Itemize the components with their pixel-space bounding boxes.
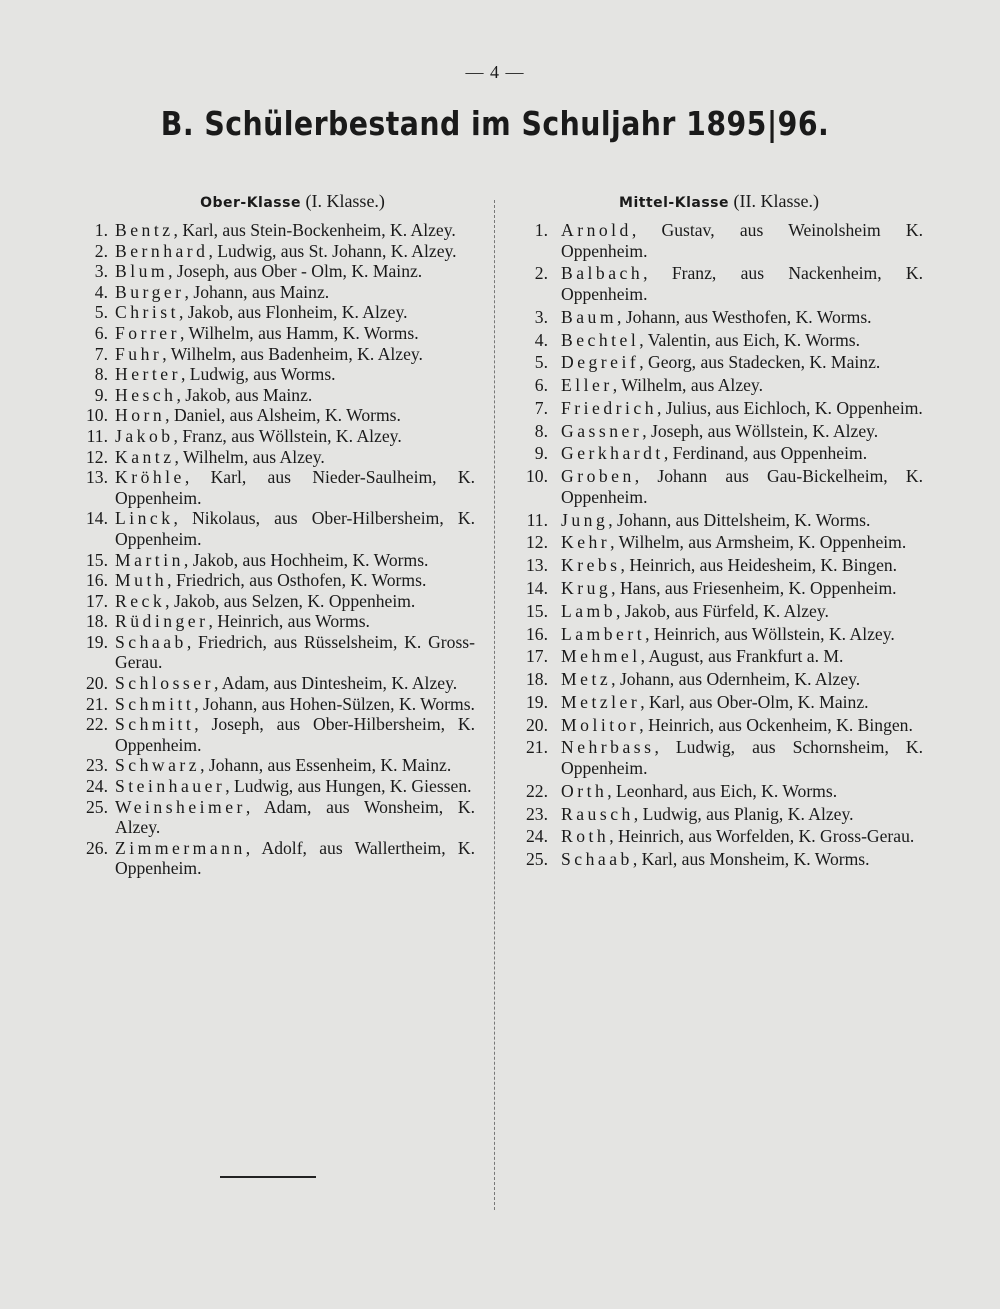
entry-text: Schaab, Karl, aus Monsheim, K. Worms. bbox=[561, 849, 870, 870]
student-entry bbox=[505, 781, 923, 802]
student-details: Ludwig, aus St. Johann, K. Alzey. bbox=[217, 240, 457, 261]
student-entry bbox=[70, 632, 475, 673]
student-details: Johann, aus Hohen-Sülzen, K. Worms. bbox=[203, 693, 475, 714]
student-surname: Muth bbox=[115, 570, 168, 591]
entry-text: Degreif, Georg, aus Stadecken, K. Mainz. bbox=[561, 352, 881, 373]
student-surname: Burger bbox=[115, 281, 185, 302]
student-surname: Zimmermann bbox=[115, 837, 246, 858]
entry-number: 24. bbox=[526, 826, 548, 847]
student-details: Friedrich, aus Rüsselsheim, K. Gross-Gerau. bbox=[115, 631, 475, 673]
entry-number: 9. bbox=[534, 443, 548, 464]
student-surname: Schaab bbox=[115, 631, 187, 652]
student-details: Wilhelm, aus Alzey. bbox=[621, 375, 763, 396]
student-surname: Nehrbass bbox=[561, 737, 655, 758]
entry-number: 12. bbox=[526, 532, 548, 553]
student-entry bbox=[70, 838, 475, 879]
ober-klasse-column bbox=[70, 188, 475, 879]
entry-number: 6. bbox=[94, 322, 108, 343]
entry-text: Eller, Wilhelm, aus Alzey. bbox=[561, 375, 763, 396]
entry-number: 20. bbox=[526, 714, 548, 735]
entry-number: 9. bbox=[94, 384, 108, 405]
student-details: Jakob, aus Hochheim, K. Worms. bbox=[192, 549, 429, 570]
student-details: Ludwig, aus Schornsheim, K. Oppenheim. bbox=[561, 737, 923, 778]
student-entry bbox=[70, 550, 475, 571]
entry-text: Jung, Johann, aus Dittelsheim, K. Worms. bbox=[561, 509, 871, 530]
entry-number: 5. bbox=[94, 302, 108, 323]
student-entry bbox=[70, 344, 475, 365]
entry-text: Kröhle, Karl, aus Nieder-Saulheim, K. Oppenheim. bbox=[115, 467, 475, 508]
student-details: Daniel, aus Alsheim, K. Worms. bbox=[173, 405, 401, 426]
student-entry bbox=[505, 601, 923, 622]
entry-number: 22. bbox=[526, 780, 548, 801]
student-surname: Forrer bbox=[115, 322, 180, 343]
student-entry bbox=[505, 532, 923, 553]
entry-text: Schmitt, Joseph, aus Ober-Hilbersheim, K. Oppenheim. bbox=[115, 714, 476, 755]
student-entry bbox=[505, 307, 923, 328]
student-entry bbox=[505, 737, 923, 778]
entry-number: 25. bbox=[86, 796, 108, 817]
entry-text: Kantz, Wilhelm, aus Alzey. bbox=[115, 446, 325, 467]
student-entry bbox=[70, 467, 475, 508]
entry-text: Lamb, Jakob, aus Fürfeld, K. Alzey. bbox=[561, 600, 829, 621]
entry-text: Orth, Leonhard, aus Eich, K. Worms. bbox=[561, 780, 838, 801]
entry-text: Rausch, Ludwig, aus Planig, K. Alzey. bbox=[561, 803, 854, 824]
student-surname: Metzler bbox=[561, 691, 641, 712]
entry-number: 5. bbox=[534, 352, 548, 373]
student-entry bbox=[505, 646, 923, 667]
student-surname: Roth bbox=[561, 826, 610, 847]
student-entry bbox=[70, 755, 475, 776]
entry-text: Bechtel, Valentin, aus Eich, K. Worms. bbox=[561, 329, 861, 350]
student-surname: Krug bbox=[561, 577, 612, 598]
entry-text: Linck, Nikolaus, aus Ober-Hilbersheim, K. Oppenheim. bbox=[115, 508, 475, 549]
student-surname: Metz bbox=[561, 669, 612, 690]
entry-number: 26. bbox=[86, 837, 108, 858]
student-details: Johann aus Gau-Bickelheim, K. Oppenheim. bbox=[561, 466, 923, 507]
entry-number: 1. bbox=[94, 220, 108, 240]
student-surname: Bentz bbox=[115, 220, 174, 240]
entry-text: Reck, Jakob, aus Selzen, K. Oppenheim. bbox=[115, 590, 416, 611]
student-details: Johann, aus Essenheim, K. Mainz. bbox=[208, 755, 452, 776]
page-number: — 4 — bbox=[465, 62, 525, 82]
student-entry bbox=[505, 263, 923, 304]
student-surname: Kehr bbox=[561, 532, 611, 553]
entry-number: 17. bbox=[86, 590, 108, 611]
class-subtitle: (II. Klasse.) bbox=[733, 191, 819, 211]
student-surname: Schaab bbox=[561, 849, 633, 870]
student-surname: Gassner bbox=[561, 420, 643, 441]
student-entry bbox=[70, 405, 475, 426]
entry-text: Jakob, Franz, aus Wöllstein, K. Alzey. bbox=[115, 425, 402, 446]
entry-text: Weinsheimer, Adam, aus Wonsheim, K. Alzey. bbox=[115, 796, 476, 838]
student-entry bbox=[505, 849, 923, 870]
student-details: Wilhelm, aus Badenheim, K. Alzey. bbox=[170, 343, 423, 364]
entry-text: Krebs, Heinrich, aus Heidesheim, K. Bingen. bbox=[561, 555, 898, 576]
student-details: Heinrich, aus Ockenheim, K. Bingen. bbox=[648, 714, 913, 735]
entry-number: 18. bbox=[526, 669, 548, 690]
student-list bbox=[70, 220, 475, 879]
column-header bbox=[70, 188, 475, 220]
student-entry bbox=[70, 302, 475, 323]
student-details: Franz, aus Wöllstein, K. Alzey. bbox=[182, 425, 402, 446]
student-entry bbox=[70, 261, 475, 282]
student-entry bbox=[505, 421, 923, 442]
student-entry bbox=[70, 323, 475, 344]
student-entry bbox=[70, 797, 475, 838]
student-details: Heinrich, aus Wöllstein, K. Alzey. bbox=[653, 623, 895, 644]
student-entry bbox=[505, 510, 923, 531]
student-details: Jakob, aus Selzen, K. Oppenheim. bbox=[173, 590, 416, 611]
student-entry bbox=[505, 692, 923, 713]
student-details: Jakob, aus Flonheim, K. Alzey. bbox=[187, 302, 408, 323]
student-surname: Bernhard bbox=[115, 240, 209, 261]
student-entry bbox=[505, 804, 923, 825]
entry-text: Molitor, Heinrich, aus Ockenheim, K. Bingen. bbox=[561, 714, 913, 735]
entry-number: 25. bbox=[526, 849, 548, 870]
student-surname: Jung bbox=[561, 509, 609, 530]
student-surname: Eller bbox=[561, 375, 613, 396]
entry-text: Mehmel, August, aus Frankfurt a. M. bbox=[561, 646, 844, 667]
entry-text: Herter, Ludwig, aus Worms. bbox=[115, 364, 336, 385]
student-details: Adam, aus Wonsheim, K. Alzey. bbox=[115, 796, 476, 838]
student-surname: Mehmel bbox=[561, 646, 641, 667]
student-entry bbox=[70, 426, 475, 447]
student-entry bbox=[505, 624, 923, 645]
entry-number: 14. bbox=[526, 577, 548, 598]
student-details: Joseph, aus Ober-Hilbersheim, K. Oppenheim. bbox=[115, 714, 476, 755]
student-surname: Schwarz bbox=[115, 755, 201, 776]
student-details: Ludwig, aus Hungen, K. Giessen. bbox=[234, 776, 472, 797]
student-surname: Schmitt bbox=[115, 693, 195, 714]
entry-text: Lambert, Heinrich, aus Wöllstein, K. Alzey. bbox=[561, 623, 895, 644]
entry-text: Krug, Hans, aus Friesenheim, K. Oppenheim. bbox=[561, 577, 897, 598]
entry-number: 15. bbox=[526, 600, 548, 621]
student-details: Karl, aus Monsheim, K. Worms. bbox=[641, 849, 870, 870]
entry-text: Friedrich, Julius, aus Eichloch, K. Oppenheim. bbox=[561, 397, 923, 418]
student-details: Johann, aus Westhofen, K. Worms. bbox=[625, 306, 872, 327]
entry-text: Hesch, Jakob, aus Mainz. bbox=[115, 384, 313, 405]
student-details: Friedrich, aus Osthofen, K. Worms. bbox=[175, 570, 427, 591]
student-entry bbox=[505, 398, 923, 419]
class-name: Ober-Klasse bbox=[200, 195, 301, 211]
student-entry bbox=[70, 591, 475, 612]
student-entry bbox=[70, 241, 475, 262]
student-surname: Balbach bbox=[561, 263, 644, 284]
entry-text: Martin, Jakob, aus Hochheim, K. Worms. bbox=[115, 549, 429, 570]
entry-number: 1. bbox=[534, 220, 548, 240]
entry-number: 24. bbox=[86, 776, 108, 797]
column-header bbox=[505, 188, 923, 220]
entry-number: 15. bbox=[86, 549, 108, 570]
entry-number: 7. bbox=[534, 397, 548, 418]
entry-text: Blum, Joseph, aus Ober - Olm, K. Mainz. bbox=[115, 261, 423, 282]
student-surname: Molitor bbox=[561, 714, 640, 735]
student-entry bbox=[505, 578, 923, 599]
student-entry bbox=[70, 776, 475, 797]
entry-number: 13. bbox=[526, 555, 548, 576]
student-surname: Blum bbox=[115, 261, 169, 282]
student-details: Joseph, aus Ober - Olm, K. Mainz. bbox=[176, 261, 423, 282]
student-entry bbox=[70, 611, 475, 632]
student-surname: Schmitt bbox=[115, 714, 195, 735]
entry-text: Baum, Johann, aus Westhofen, K. Worms. bbox=[561, 306, 872, 327]
student-surname: Friedrich bbox=[561, 397, 657, 418]
entry-text: Fuhr, Wilhelm, aus Badenheim, K. Alzey. bbox=[115, 343, 423, 364]
entry-text: Schlosser, Adam, aus Dintesheim, K. Alzey. bbox=[115, 673, 458, 694]
student-entry bbox=[505, 375, 923, 396]
student-surname: Lambert bbox=[561, 623, 646, 644]
student-details: Karl, aus Nieder-Saulheim, K. Oppenheim. bbox=[115, 467, 475, 508]
entry-number: 7. bbox=[94, 343, 108, 364]
entry-number: 10. bbox=[86, 405, 108, 426]
student-details: Ludwig, aus Planig, K. Alzey. bbox=[642, 803, 854, 824]
entry-text: Metzler, Karl, aus Ober-Olm, K. Mainz. bbox=[561, 691, 869, 712]
student-details: Gustav, aus Weinolsheim K. Oppenheim. bbox=[561, 220, 924, 261]
entry-text: Schmitt, Johann, aus Hohen-Sülzen, K. Worms. bbox=[115, 693, 475, 714]
student-surname: Rüdinger bbox=[115, 611, 209, 632]
student-entry bbox=[505, 466, 923, 507]
student-details: Karl, aus Ober-Olm, K. Mainz. bbox=[649, 691, 869, 712]
student-entry bbox=[505, 555, 923, 576]
student-entry bbox=[70, 447, 475, 468]
student-entry bbox=[70, 385, 475, 406]
entry-number: 2. bbox=[94, 240, 108, 261]
student-entry bbox=[505, 826, 923, 847]
entry-text: Roth, Heinrich, aus Worfelden, K. Gross-Gerau. bbox=[561, 826, 915, 847]
student-entry bbox=[505, 330, 923, 351]
entry-number: 22. bbox=[86, 714, 108, 735]
entry-number: 19. bbox=[526, 691, 548, 712]
entry-number: 8. bbox=[534, 420, 548, 441]
entry-number: 12. bbox=[86, 446, 108, 467]
entry-number: 16. bbox=[526, 623, 548, 644]
entry-text: Muth, Friedrich, aus Osthofen, K. Worms. bbox=[115, 570, 427, 591]
student-details: August, aus Frankfurt a. M. bbox=[648, 646, 844, 667]
student-entry bbox=[70, 714, 475, 755]
student-surname: Hesch bbox=[115, 384, 177, 405]
student-surname: Jakob bbox=[115, 425, 174, 446]
student-surname: Horn bbox=[115, 405, 166, 426]
entry-number: 3. bbox=[534, 306, 548, 327]
student-details: Nikolaus, aus Ober-Hilbersheim, K. Oppenheim. bbox=[115, 508, 475, 549]
student-details: Heinrich, aus Heidesheim, K. Bingen. bbox=[629, 555, 898, 576]
student-surname: Martin bbox=[115, 549, 184, 570]
student-entry bbox=[70, 508, 475, 549]
entry-text: Zimmermann, Adolf, aus Wallertheim, K. Oppenheim. bbox=[115, 837, 476, 879]
student-entry bbox=[70, 570, 475, 591]
entry-text: Forrer, Wilhelm, aus Hamm, K. Worms. bbox=[115, 322, 419, 343]
entry-text: Gerkhardt, Ferdinand, aus Oppenheim. bbox=[561, 443, 868, 464]
student-surname: Herter bbox=[115, 364, 181, 385]
entry-number: 18. bbox=[86, 611, 108, 632]
student-details: Valentin, aus Eich, K. Worms. bbox=[647, 329, 861, 350]
student-entry bbox=[505, 352, 923, 373]
entry-number: 2. bbox=[534, 263, 548, 284]
student-details: Jakob, aus Fürfeld, K. Alzey. bbox=[624, 600, 829, 621]
entry-text: Arnold, Gustav, aus Weinolsheim K. Oppenheim. bbox=[561, 220, 924, 261]
entry-text: Schaab, Friedrich, aus Rüsselsheim, K. Gross-Gerau. bbox=[115, 631, 475, 673]
student-entry bbox=[505, 443, 923, 464]
entry-text: Rüdinger, Heinrich, aus Worms. bbox=[115, 611, 370, 632]
entry-number: 21. bbox=[526, 737, 548, 758]
student-details: Heinrich, aus Worfelden, K. Gross-Gerau. bbox=[618, 826, 915, 847]
student-surname: Linck bbox=[115, 508, 174, 529]
student-details: Karl, aus Stein-Bockenheim, K. Alzey. bbox=[182, 220, 456, 240]
student-surname: Gerkhardt bbox=[561, 443, 664, 464]
student-surname: Degreif bbox=[561, 352, 640, 373]
entry-number: 14. bbox=[86, 508, 108, 529]
entry-text: Horn, Daniel, aus Alsheim, K. Worms. bbox=[115, 405, 401, 426]
student-details: Leonhard, aus Eich, K. Worms. bbox=[616, 780, 838, 801]
student-entry bbox=[70, 282, 475, 303]
entry-number: 13. bbox=[86, 467, 108, 488]
student-surname: Rausch bbox=[561, 803, 634, 824]
mittel-klasse-column bbox=[505, 188, 923, 872]
entry-number: 8. bbox=[94, 364, 108, 385]
entry-text: Burger, Johann, aus Mainz. bbox=[115, 281, 330, 302]
student-details: Franz, aus Nackenheim, K. Oppenheim. bbox=[561, 263, 924, 304]
student-surname: Schlosser bbox=[115, 673, 214, 694]
student-details: Wilhelm, aus Alzey. bbox=[183, 446, 325, 467]
student-entry bbox=[505, 715, 923, 736]
student-entry bbox=[505, 669, 923, 690]
student-surname: Groben bbox=[561, 466, 635, 487]
entry-number: 23. bbox=[86, 755, 108, 776]
student-surname: Bechtel bbox=[561, 329, 640, 350]
student-details: Wilhelm, aus Armsheim, K. Oppenheim. bbox=[618, 532, 907, 553]
entry-text: Kehr, Wilhelm, aus Armsheim, K. Oppenheim. bbox=[561, 532, 907, 553]
entry-number: 6. bbox=[534, 375, 548, 396]
student-details: Ferdinand, aus Oppenheim. bbox=[672, 443, 868, 464]
student-surname: Christ bbox=[115, 302, 180, 323]
entry-number: 4. bbox=[534, 329, 548, 350]
student-surname: Kantz bbox=[115, 446, 175, 467]
entry-text: Bentz, Karl, aus Stein-Bockenheim, K. Alzey. bbox=[115, 220, 456, 240]
entry-number: 4. bbox=[94, 281, 108, 302]
student-details: Johann, aus Mainz. bbox=[193, 281, 330, 302]
entry-number: 11. bbox=[526, 509, 548, 530]
student-list bbox=[505, 220, 923, 870]
entry-number: 11. bbox=[86, 425, 108, 446]
entry-text: Gassner, Joseph, aus Wöllstein, K. Alzey. bbox=[561, 420, 879, 441]
student-surname: Kröhle bbox=[115, 467, 185, 488]
student-details: Heinrich, aus Worms. bbox=[217, 611, 370, 632]
student-details: Wilhelm, aus Hamm, K. Worms. bbox=[188, 322, 419, 343]
student-surname: Weinsheimer bbox=[115, 796, 246, 817]
page-title: B. Schülerbestand im Schuljahr 1895|96. bbox=[160, 104, 830, 143]
student-details: Hans, aus Friesenheim, K. Oppenheim. bbox=[619, 577, 897, 598]
student-entry bbox=[70, 364, 475, 385]
entry-number: 17. bbox=[526, 646, 548, 667]
student-details: Georg, aus Stadecken, K. Mainz. bbox=[648, 352, 881, 373]
student-surname: Lamb bbox=[561, 600, 617, 621]
entry-number: 3. bbox=[94, 261, 108, 282]
entry-text: Groben, Johann aus Gau-Bickelheim, K. Oppenheim. bbox=[561, 466, 923, 507]
student-surname: Fuhr bbox=[115, 343, 163, 364]
student-entry bbox=[70, 220, 475, 241]
student-entry bbox=[70, 673, 475, 694]
column-divider bbox=[494, 200, 495, 1210]
entry-text: Christ, Jakob, aus Flonheim, K. Alzey. bbox=[115, 302, 408, 323]
student-surname: Arnold bbox=[561, 220, 632, 240]
student-details: Jakob, aus Mainz. bbox=[185, 384, 313, 405]
student-surname: Steinhauer bbox=[115, 776, 226, 797]
student-entry bbox=[505, 220, 923, 261]
entry-number: 21. bbox=[86, 693, 108, 714]
student-details: Adam, aus Dintesheim, K. Alzey. bbox=[221, 673, 458, 694]
entry-text: Nehrbass, Ludwig, aus Schornsheim, K. Oppenheim. bbox=[561, 737, 923, 778]
student-details: Johann, aus Odernheim, K. Alzey. bbox=[619, 669, 861, 690]
end-rule bbox=[220, 1176, 316, 1178]
student-details: Joseph, aus Wöllstein, K. Alzey. bbox=[650, 420, 879, 441]
student-details: Julius, aus Eichloch, K. Oppenheim. bbox=[665, 397, 923, 418]
entry-text: Balbach, Franz, aus Nackenheim, K. Oppenheim. bbox=[561, 263, 924, 304]
entry-text: Bernhard, Ludwig, aus St. Johann, K. Alzey. bbox=[115, 240, 457, 261]
student-surname: Orth bbox=[561, 780, 608, 801]
entry-number: 16. bbox=[86, 570, 108, 591]
entry-text: Schwarz, Johann, aus Essenheim, K. Mainz. bbox=[115, 755, 452, 776]
entry-text: Metz, Johann, aus Odernheim, K. Alzey. bbox=[561, 669, 861, 690]
student-details: Ludwig, aus Worms. bbox=[189, 364, 336, 385]
student-details: Adolf, aus Wallertheim, K. Oppenheim. bbox=[115, 837, 476, 879]
student-details: Johann, aus Dittelsheim, K. Worms. bbox=[617, 509, 871, 530]
class-name: Mittel-Klasse bbox=[619, 195, 729, 211]
entry-number: 19. bbox=[86, 631, 108, 652]
entry-text: Steinhauer, Ludwig, aus Hungen, K. Giessen. bbox=[115, 776, 472, 797]
student-surname: Reck bbox=[115, 590, 166, 611]
class-subtitle: (I. Klasse.) bbox=[305, 191, 385, 211]
entry-number: 20. bbox=[86, 673, 108, 694]
student-surname: Krebs bbox=[561, 555, 621, 576]
entry-number: 23. bbox=[526, 803, 548, 824]
student-entry bbox=[70, 694, 475, 715]
student-surname: Baum bbox=[561, 306, 618, 327]
entry-number: 10. bbox=[526, 466, 548, 487]
